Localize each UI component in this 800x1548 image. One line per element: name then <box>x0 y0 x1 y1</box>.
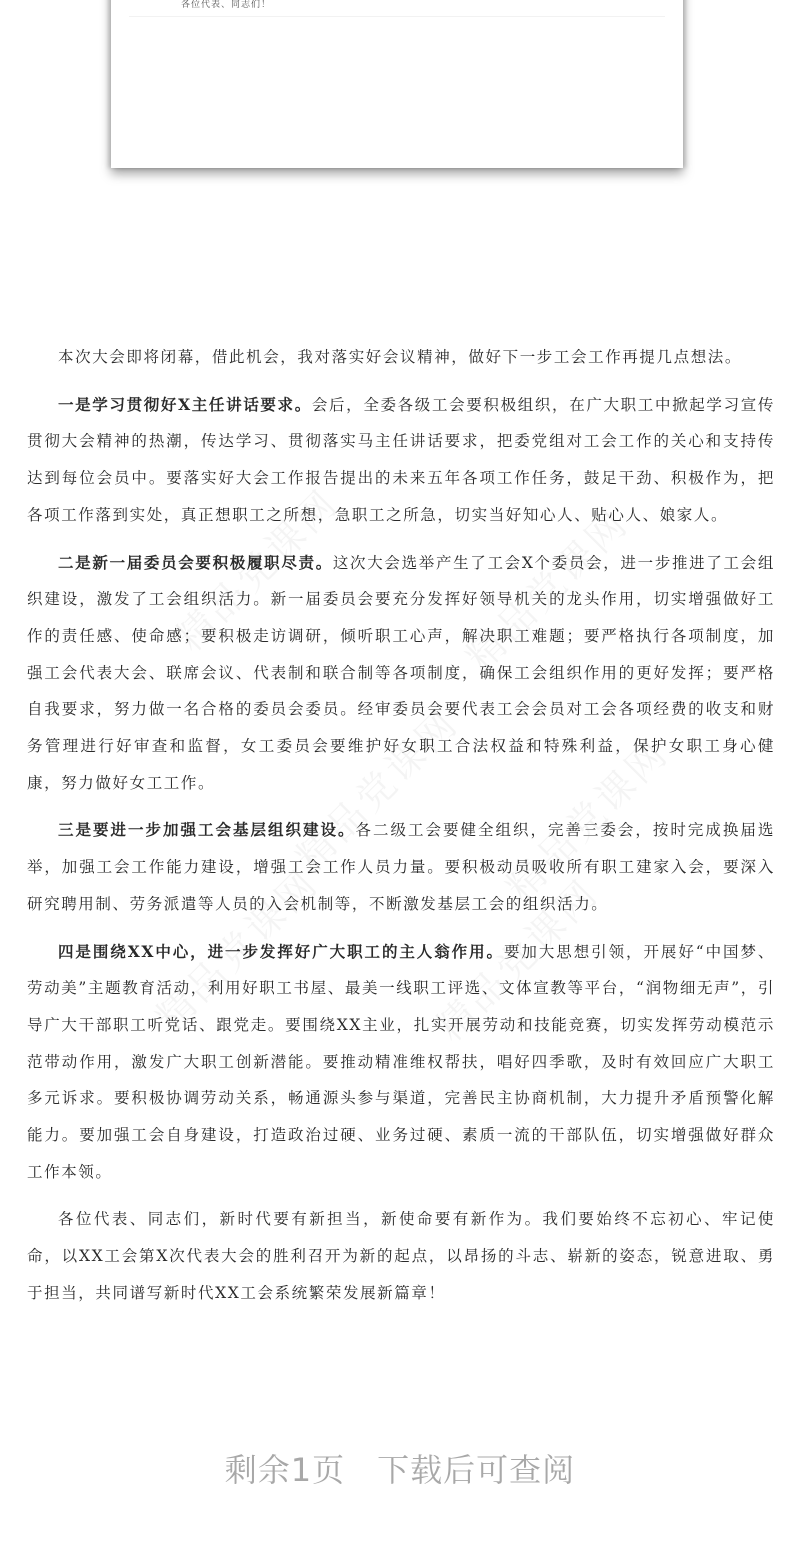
paragraph-point-4: 四是围绕XX中心，进一步发挥好广大职工的主人翁作用。要加大思想引领，开展好“中国梦、劳动美”主题教育活动，利用好职工书屋、最美一线职工评选、文体宣教等平台，“润物细无声”，引导广大干部职工听党话、跟党走。要围绕XX主业，扎实开展劳动和技能竞赛，切实发挥劳动模范示范带动作用，激发广大职工创新潜能。要推动精准维权帮扶，唱好四季歌，及时有效回应广大职工多元诉求。要积极协调劳动关系，畅通源头参与渠道，完善民主协商机制，大力提升矛盾预警化解能力。要加强工会自身建设，打造政治过硬、业务过硬、素质一流的干部队伍，切实增强做好群众工作本领。 <box>27 941 776 1181</box>
paragraph-heading: 三是要进一步加强工会基层组织建设。 <box>58 820 356 840</box>
paragraph-point-2: 二是新一届委员会要积极履职尽责。这次大会选举产生了工会X个委员会，进一步推进了工会组织建设，激发了工会组织活力。新一届委员会要充分发挥好领导机关的龙头作用，切实增强做好工作的责任感、使命感；要积极走访调研，倾听职工心声，解决职工难题；要严格执行各项制度，加强工会代表大会、联席会议、代表制和联合制等各项制度，确保工会组织作用的更好发挥；要严格自我要求，努力做一名合格的委员会委员。经审委员会要代表工会会员对工会各项经费的收支和财务管理进行好审查和监督，女工委员会要维护好女职工合法权益和特殊利益，保护女职工身心健康，努力做好女工工作。 <box>27 552 775 792</box>
preview-divider <box>129 16 665 17</box>
download-hint-label: 下载后可查阅 <box>377 1451 576 1489</box>
preview-page-thumbnail <box>111 0 683 168</box>
preview-text-line: 各位代表、同志们！ <box>181 0 272 10</box>
paragraph-intro: 本次大会即将闭幕，借此机会，我对落实好会议精神，做好下一步工会工作再提几点想法。 <box>58 348 743 366</box>
paragraph-point-1: 一是学习贯彻好X主任讲话要求。会后，全委各级工会要积极组织，在广大职工中掀起学习宣传贯彻大会精神的热潮，传达学习、贯彻落实马主任讲话要求，把委党组对工会工作的关心和支持传达到每位会员中。要落实好大会工作报告提出的未来五年各项工作任务，鼓足干劲、积极作为，把各项工作落到实处，真正想职工之所想，急职工之所急，切实当好知心人、贴心人、娘家人。 <box>27 394 775 524</box>
paragraph-closing: 各位代表、同志们，新时代要有新担当，新使命要有新作为。我们要始终不忘初心、牢记使命，以XX工会第X次代表大会的胜利召开为新的起点，以昂扬的斗志、崭新的姿态，锐意进取、勇于担当，共同谱写新时代XX工会系统繁荣发展新篇章！ <box>27 1210 775 1302</box>
download-to-read-more-banner[interactable] <box>0 1445 800 1491</box>
paragraph-heading: 二是新一届委员会要积极履职尽责。 <box>58 552 333 572</box>
paragraph-heading: 四是围绕XX中心，进一步发挥好广大职工的主人翁作用。 <box>58 941 504 961</box>
remaining-pages-label: 剩余1页 <box>224 1451 346 1489</box>
paragraph-point-3: 三是要进一步加强工会基层组织建设。各二级工会要健全组织，完善三委会，按时完成换届选举，加强工会工作能力建设，增强工会工作人员力量。要积极动员吸收所有职工建家入会，要深入研究聘用制、劳务派遣等人员的入会机制等，不断激发基层工会的组织活力。 <box>27 820 776 913</box>
document-body <box>27 339 775 1323</box>
paragraph-heading: 一是学习贯彻好X主任讲话要求。 <box>58 394 312 414</box>
